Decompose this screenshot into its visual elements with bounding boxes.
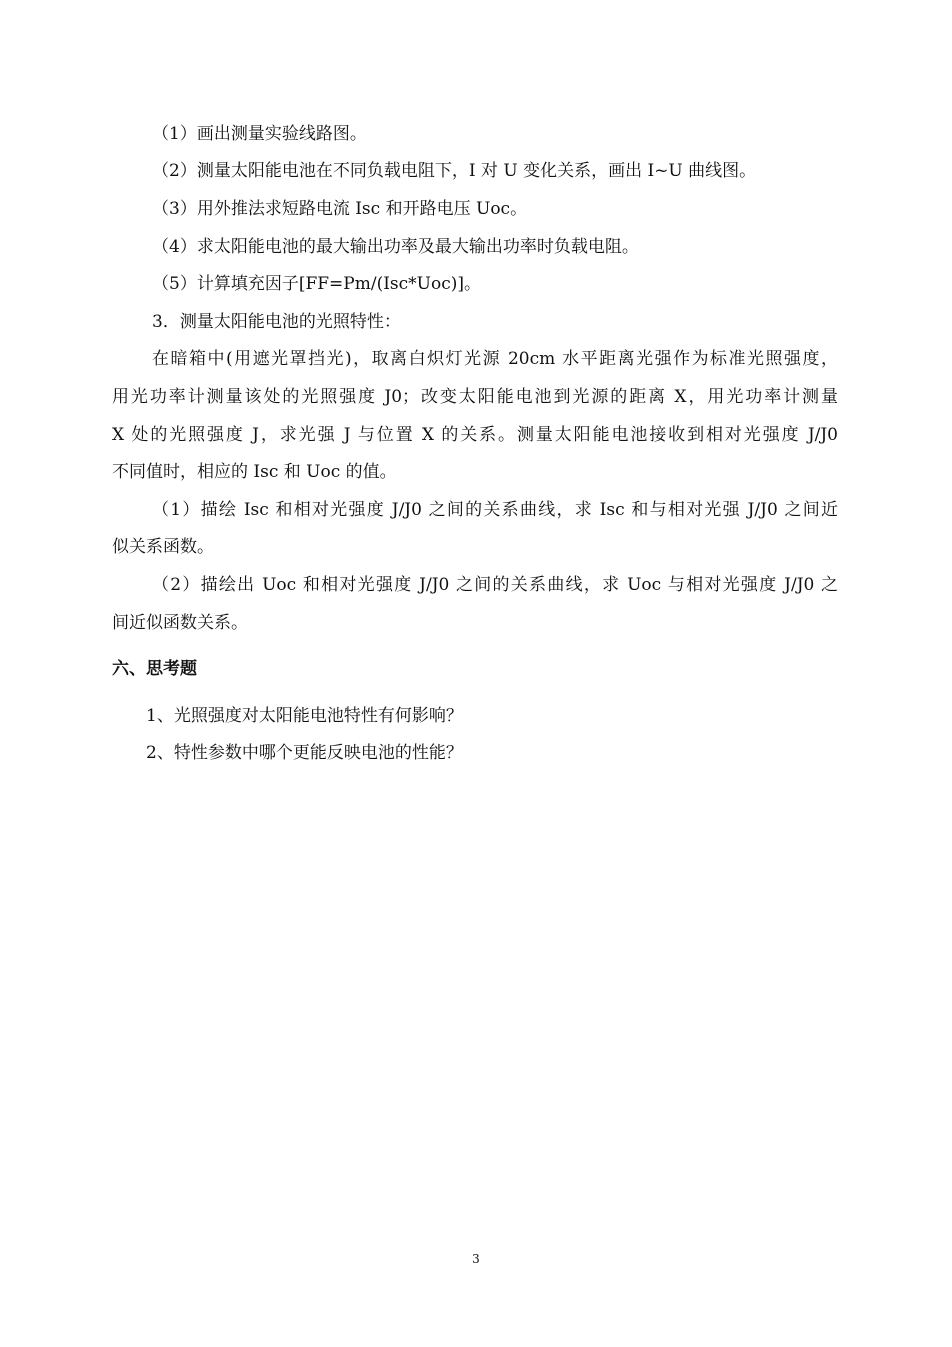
step2-item-4: （4）求太阳能电池的最大输出功率及最大输出功率时负载电阻。 [152, 237, 639, 257]
step3-paragraph-line-2: 用光功率计测量该处的光照强度 J0；改变太阳能电池到光源的距离 X，用光功率计测量 [112, 387, 838, 407]
step3-item-2-line-1: （2）描绘出 Uoc 和相对光强度 J/J0 之间的关系曲线，求 Uoc 与相对光强度 J/J0 之 [152, 575, 838, 595]
page-number: 3 [472, 1252, 480, 1266]
step2-item-3: （3）用外推法求短路电流 Isc 和开路电压 Uoc。 [152, 199, 528, 219]
step2-item-1: （1）画出测量实验线路图。 [152, 124, 367, 144]
question-1: 1、光照强度对太阳能电池特性有何影响？ [146, 706, 463, 726]
step3-item-2-line-2: 间近似函数关系。 [112, 613, 248, 633]
step3-item-1-line-1: （1）描绘 Isc 和相对光强度 J/J0 之间的关系曲线，求 Isc 和与相对光强 J/J0 之间近 [152, 500, 838, 520]
question-2: 2、特性参数中哪个更能反映电池的性能？ [146, 743, 463, 763]
step2-item-2: （2）测量太阳能电池在不同负载电阻下，I 对 U 变化关系，画出 I~U 曲线图。 [152, 161, 757, 181]
step2-item-5: （5）计算填充因子[FF=Pm/(Isc*Uoc)]。 [152, 274, 482, 294]
step3-item-1-line-2: 似关系函数。 [112, 537, 214, 557]
step3-paragraph-line-1: 在暗箱中(用遮光罩挡光)，取离白炽灯光源 20cm 水平距离光强作为标准光照强度， [152, 349, 838, 369]
step3-title: 3．测量太阳能电池的光照特性： [152, 312, 401, 332]
step3-paragraph-line-3: X 处的光照强度 J，求光强 J 与位置 X 的关系。测量太阳能电池接收到相对光强度 J/J0 [112, 425, 838, 445]
section-6-heading: 六、思考题 [112, 659, 197, 679]
step3-paragraph-line-4: 不同值时，相应的 Isc 和 Uoc 的值。 [112, 462, 397, 482]
